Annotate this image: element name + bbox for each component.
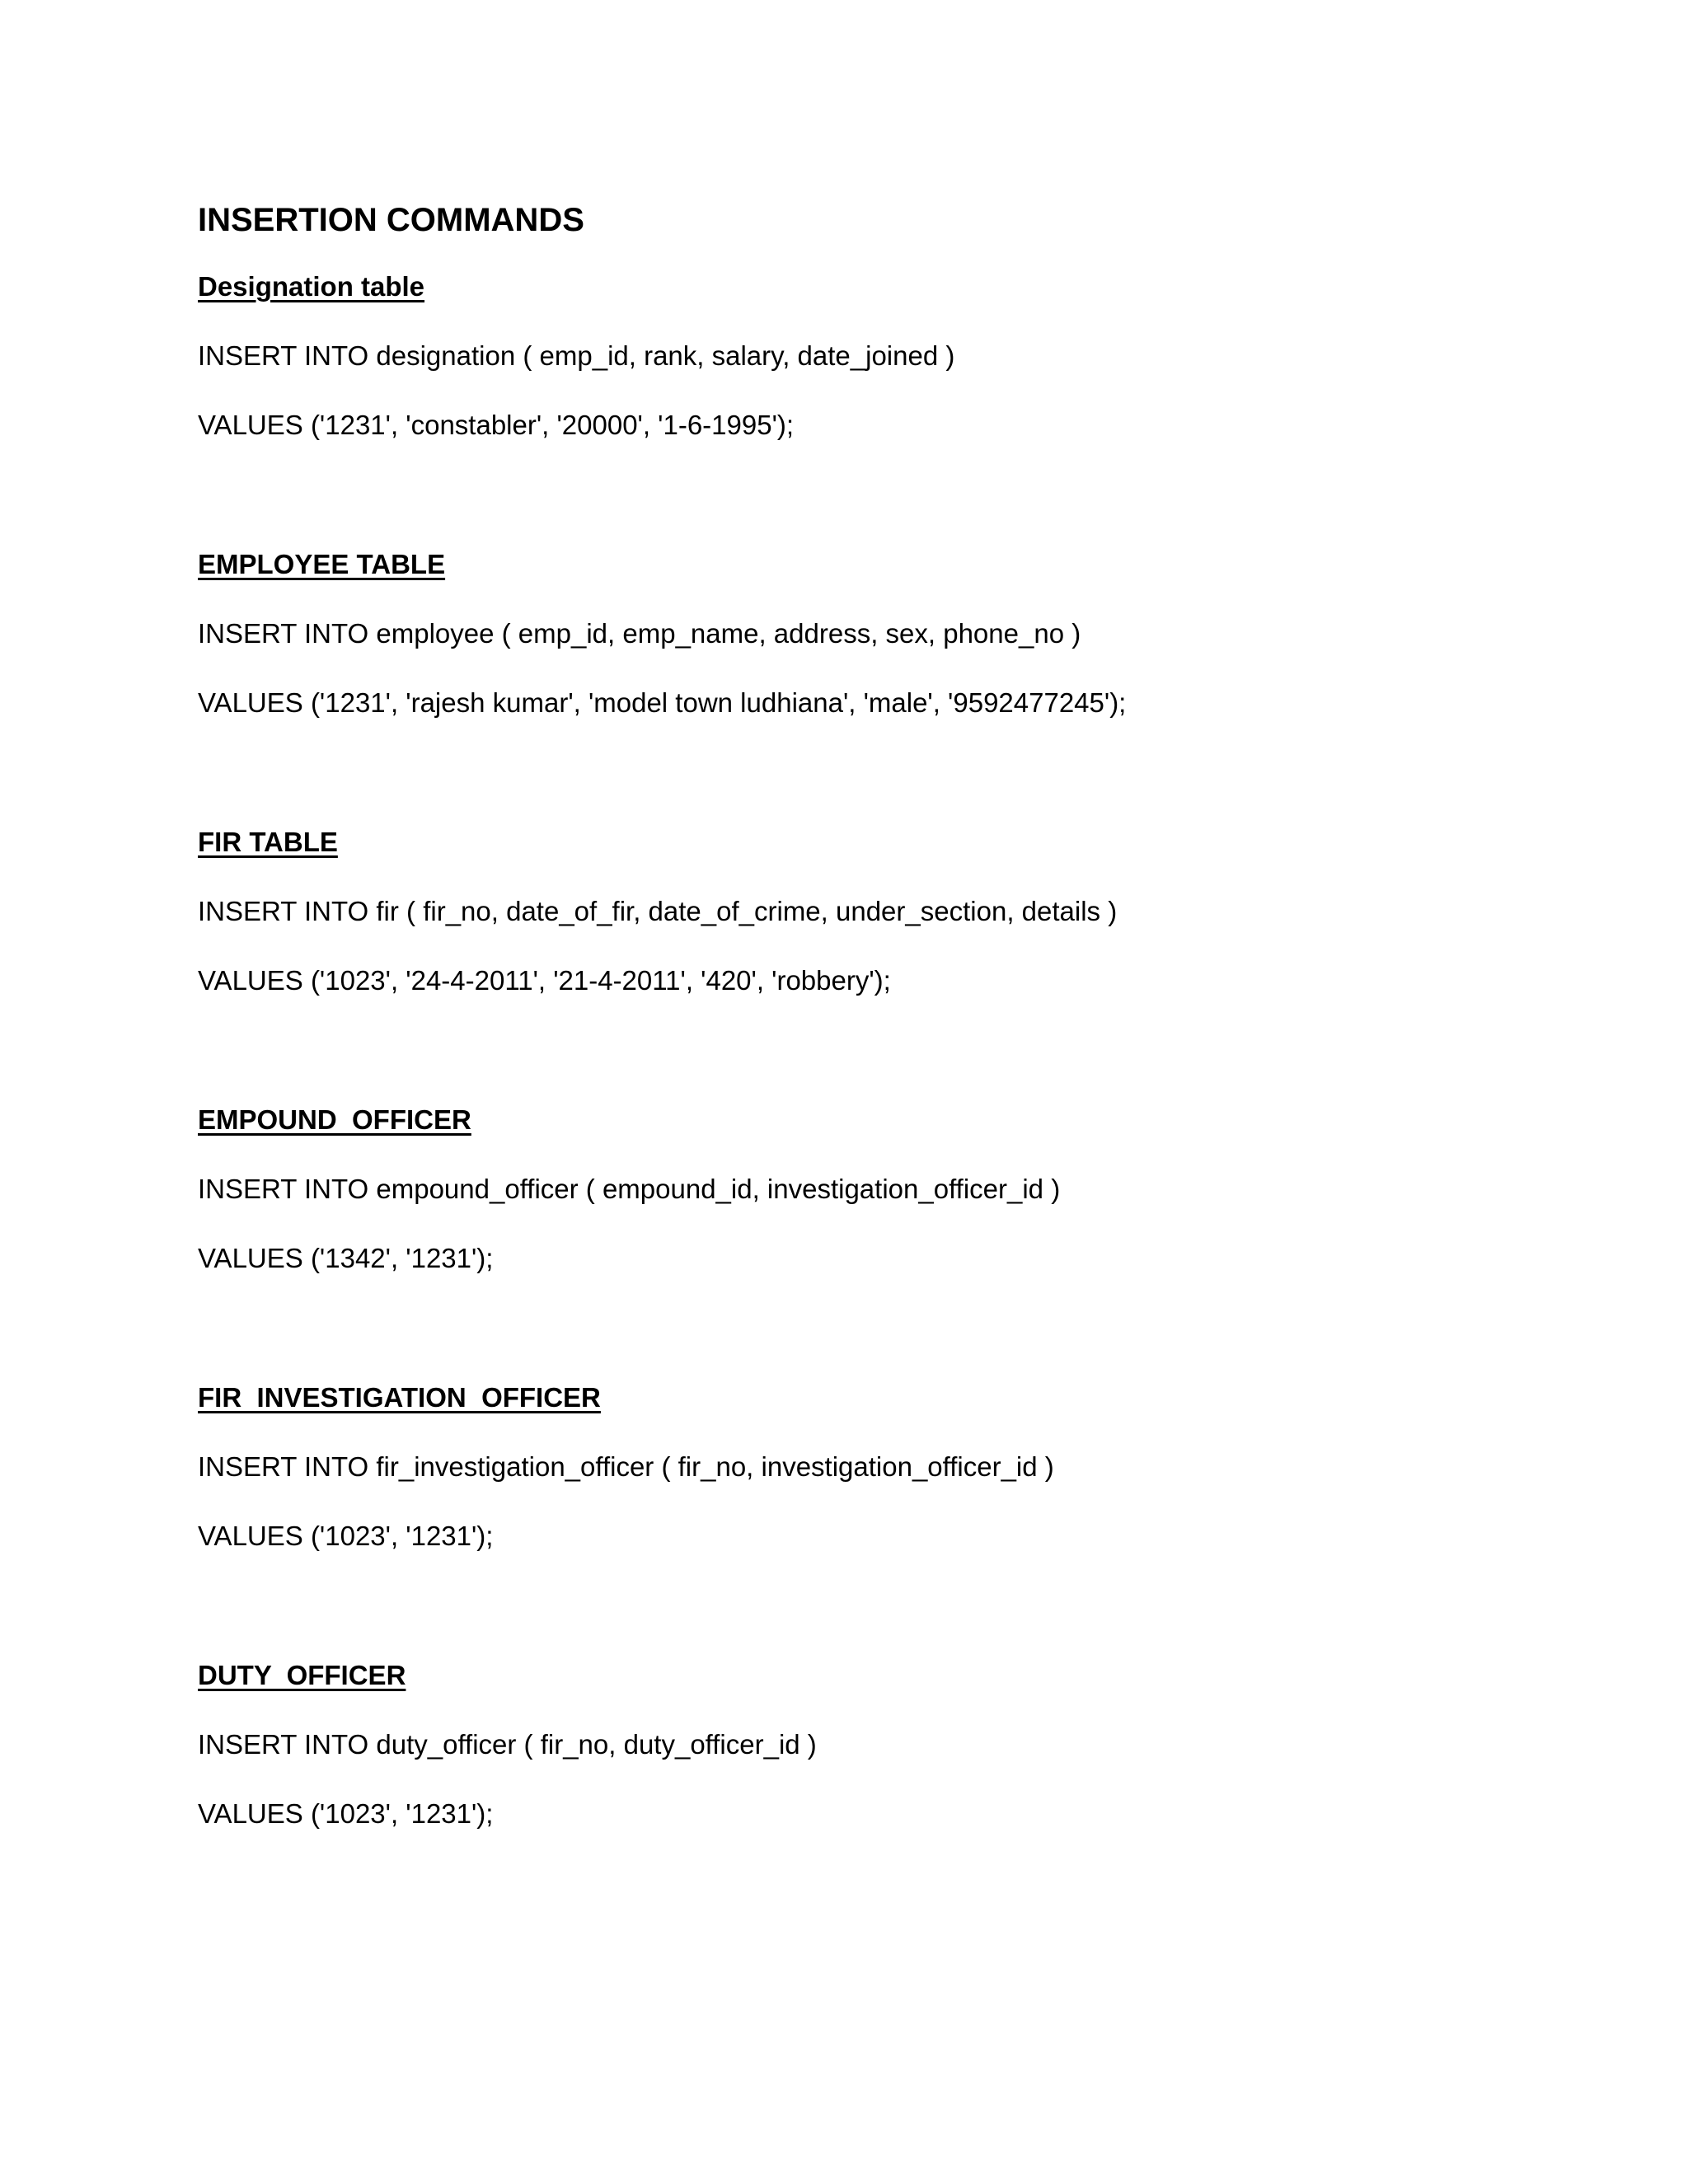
- page-title: INSERTION COMMANDS: [198, 202, 584, 238]
- insert-statement: INSERT INTO empound_officer ( empound_id, investigation_officer_id ): [198, 1174, 1061, 1204]
- section-heading: FIR TABLE: [198, 827, 338, 857]
- values-clause: VALUES ('1342', '1231');: [198, 1243, 494, 1273]
- values-clause: VALUES ('1231', 'rajesh kumar', 'model town ludhiana', 'male', '9592477245');: [198, 687, 1127, 718]
- section-heading: Designation table: [198, 271, 425, 302]
- insert-statement: INSERT INTO employee ( emp_id, emp_name, address, sex, phone_no ): [198, 618, 1081, 649]
- section-heading: EMPLOYEE TABLE: [198, 549, 446, 579]
- section-heading: EMPOUND OFFICER: [198, 1104, 471, 1135]
- section-heading: FIR INVESTIGATION OFFICER: [198, 1382, 601, 1413]
- values-clause: VALUES ('1231', 'constabler', '20000', '1-6-1995');: [198, 410, 795, 440]
- values-clause: VALUES ('1023', '1231');: [198, 1798, 494, 1829]
- values-clause: VALUES ('1023', '1231');: [198, 1521, 494, 1551]
- insert-statement: INSERT INTO designation ( emp_id, rank, salary, date_joined ): [198, 340, 955, 371]
- insert-statement: INSERT INTO fir ( fir_no, date_of_fir, date_of_crime, under_section, details ): [198, 896, 1118, 926]
- values-clause: VALUES ('1023', '24-4-2011', '21-4-2011', '420', 'robbery');: [198, 965, 891, 996]
- insert-statement: INSERT INTO fir_investigation_officer ( fir_no, investigation_officer_id ): [198, 1451, 1054, 1482]
- section-heading: DUTY OFFICER: [198, 1660, 406, 1690]
- insert-statement: INSERT INTO duty_officer ( fir_no, duty_officer_id ): [198, 1729, 817, 1760]
